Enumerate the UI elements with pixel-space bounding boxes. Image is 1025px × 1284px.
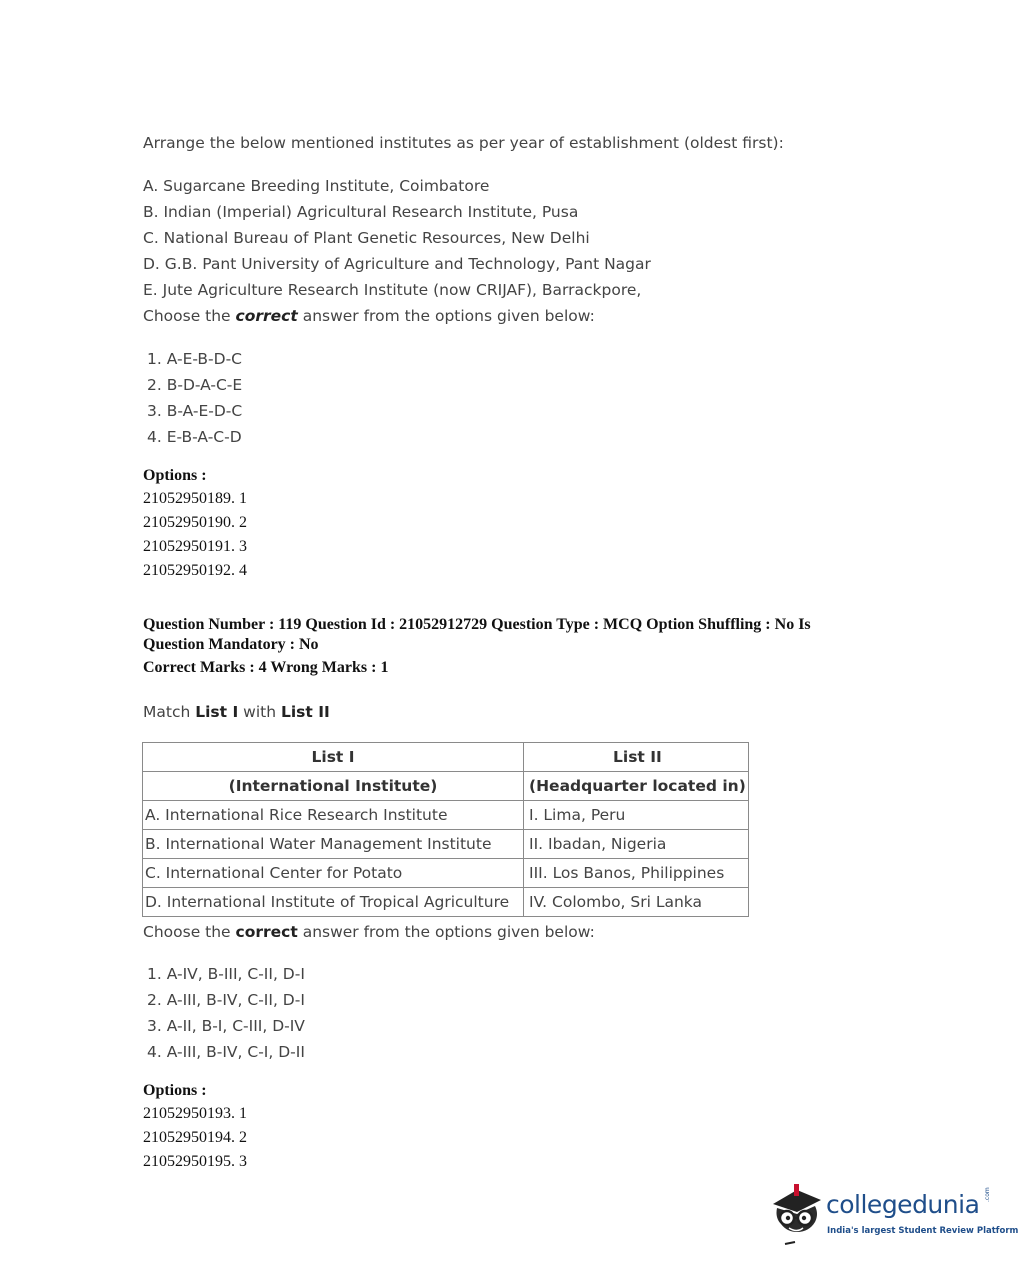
q1-item-a: A. Sugarcane Breeding Institute, Coimbatore — [143, 177, 490, 195]
q1-option-id-1: 21052950189. 1 — [143, 490, 247, 507]
q2-choose-instruction: Choose the correct answer from the options given below: — [143, 923, 595, 941]
q2-option-id-2: 21052950194. 2 — [143, 1129, 247, 1146]
q1-item-b: B. Indian (Imperial) Agricultural Research Institute, Pusa — [143, 203, 579, 221]
q1-answer-3: 3. B-A-E-D-C — [147, 402, 243, 420]
table-header-list2: List II — [524, 743, 749, 772]
q2-option-id-1: 21052950193. 1 — [143, 1105, 247, 1122]
q2-meta-line3: Correct Marks : 4 Wrong Marks : 1 — [143, 659, 389, 676]
table-cell: IV. Colombo, Sri Lanka — [524, 888, 749, 917]
table-subheader-list2: (Headquarter located in) — [524, 772, 749, 801]
q2-match-instruction: Match List I with List II — [143, 703, 330, 721]
q1-option-id-3: 21052950191. 3 — [143, 538, 247, 555]
logo-wordmark: collegedunia — [826, 1190, 980, 1219]
collegedunia-logo — [767, 1178, 1019, 1250]
q1-item-e: E. Jute Agriculture Research Institute (now CRIJAF), Barrackpore, — [143, 281, 642, 299]
logo-tld: .com — [984, 1187, 991, 1202]
q2-options-label: Options : — [143, 1082, 207, 1099]
q1-answer-4: 4. E-B-A-C-D — [147, 428, 242, 446]
q2-option-id-3: 21052950195. 3 — [143, 1153, 247, 1170]
logo-tagline: India's largest Student Review Platform — [827, 1226, 1019, 1236]
q1-options-label: Options : — [143, 467, 207, 484]
graduate-mascot-icon — [767, 1178, 825, 1250]
table-subheader-list1: (International Institute) — [143, 772, 524, 801]
table-cell: III. Los Banos, Philippines — [524, 859, 749, 888]
q1-prompt: Arrange the below mentioned institutes as per year of establishment (oldest first): — [143, 134, 784, 152]
q1-item-c: C. National Bureau of Plant Genetic Resources, New Delhi — [143, 229, 590, 247]
table-cell: B. International Water Management Institute — [143, 830, 524, 859]
q2-meta-line2: Question Mandatory : No — [143, 636, 319, 653]
table-cell: I. Lima, Peru — [524, 801, 749, 830]
q2-meta-line1: Question Number : 119 Question Id : 21052912729 Question Type : MCQ Option Shuffling : No Is — [143, 616, 811, 633]
q1-answer-2: 2. B-D-A-C-E — [147, 376, 243, 394]
table-header-list1: List I — [143, 743, 524, 772]
table-row — [143, 888, 749, 917]
table-subheader-row — [143, 772, 749, 801]
q1-choose-instruction: Choose the correct answer from the options given below: — [143, 307, 595, 325]
table-cell: II. Ibadan, Nigeria — [524, 830, 749, 859]
q2-answer-1: 1. A-IV, B-III, C-II, D-I — [147, 965, 305, 983]
q2-answer-4: 4. A-III, B-IV, C-I, D-II — [147, 1043, 305, 1061]
q2-answer-2: 2. A-III, B-IV, C-II, D-I — [147, 991, 305, 1009]
table-row — [143, 801, 749, 830]
q1-item-d: D. G.B. Pant University of Agriculture and Technology, Pant Nagar — [143, 255, 651, 273]
table-row — [143, 859, 749, 888]
table-row — [143, 830, 749, 859]
q1-option-id-4: 21052950192. 4 — [143, 562, 247, 579]
table-cell: C. International Center for Potato — [143, 859, 524, 888]
q1-answer-1: 1. A-E-B-D-C — [147, 350, 242, 368]
q1-option-id-2: 21052950190. 2 — [143, 514, 247, 531]
table-cell: A. International Rice Research Institute — [143, 801, 524, 830]
q2-answer-3: 3. A-II, B-I, C-III, D-IV — [147, 1017, 305, 1035]
match-table — [142, 742, 749, 917]
table-header-row — [143, 743, 749, 772]
table-cell: D. International Institute of Tropical Agriculture — [143, 888, 524, 917]
